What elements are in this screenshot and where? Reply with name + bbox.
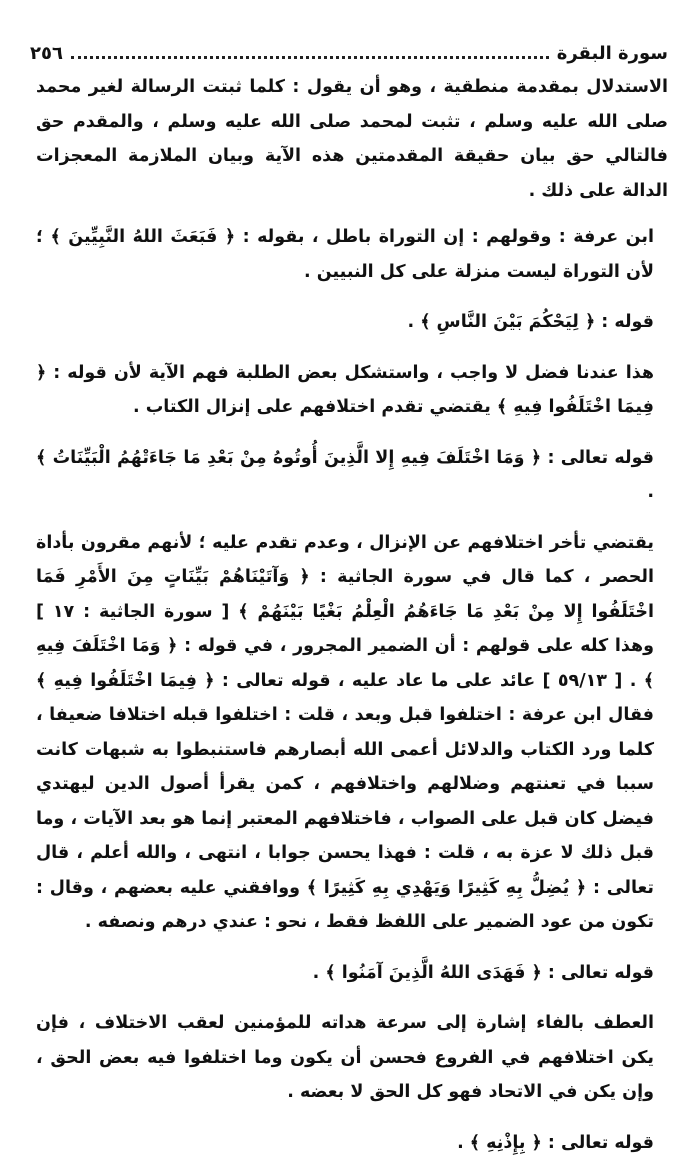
- header-dotted-leader: [71, 48, 549, 59]
- paragraph-6: يقتضي تأخر اختلافهم عن الإنزال ، وعدم تقدم عليه ؛ لأنهم مقرون بأداة الحصر ، كما قال في سورة الجاثية : ﴿ وَآتَيْنَاهُمْ بَيِّنَاتٍ مِنَ الأَمْرِ فَمَا اخْتَلَفُوا إِلا مِنْ بَعْدِ مَا جَاءَهُمُ الْعِلْمُ بَغْيًا بَيْنَهُمْ ﴾ [ سورة الجاثية : ١٧ ] وهذا كله على قولهم : أن الضمير المجرور ، في قوله : ﴿ وَمَا اخْتَلَفَ فِيهِ ﴾ . [ ٥٩/١٣ ] عائد على ما عاد عليه ، قوله تعالى : ﴿ فِيمَا اخْتَلَفُوا فِيهِ ﴾ فقال ابن عرفة : اختلفوا قبل وبعد ، قلت : اختلفوا قبله اختلافا ضعيفا ، كلما ورد الكتاب والدلائل أعمى الله أبصارهم فاستنبطوا به شبهات كانت سببا في تعنتهم وضلالهم واختلافهم ، كمن يقرأ أصول الدين ليهتدي فيضل كان قبل على الصواب ، فاختلافهم المعتبر إنما هو بعد الآيات ، وما قبل ذلك لا عزة به ، قلت : فهذا يحسن جوابا ، انتهى ، والله أعلم ، قال تعالى : ﴿ يُضِلُّ بِهِ كَثِيرًا وَيَهْدِي بِهِ كَثِيرًا ﴾ ووافقني عليه بعضهم ، وقال : تكون من عود الضمير على اللفظ فقط ، نحو : عندي درهم ونصفه .: [36, 532, 654, 932]
- paragraph-7: قوله تعالى : ﴿ فَهَدَى اللهُ الَّذِينَ آمَنُوا ﴾ .: [312, 962, 654, 983]
- paragraph-9: قوله تعالى : ﴿ بِإِذْنِهِ ﴾ .: [457, 1132, 654, 1153]
- paragraph-8: العطف بالفاء إشارة إلى سرعة هداته للمؤمنين لعقب الاختلاف ، فإن يكن اختلافهم في الفروع فحسن أن يكون وما اختلفوا فيه بعض الحق ، وإن يكن في الاتحاد فهو كل الحق لا بعضه .: [36, 1013, 654, 1102]
- paragraph-2: ابن عرفة : وقولهم : إن التوراة باطل ، بقوله : ﴿ فَبَعَثَ اللهُ النَّبِيِّينَ ﴾ ؛ لأن التوراة ليست منزلة على كل النبيين .: [36, 227, 654, 282]
- paragraph-4: هذا عندنا فضل لا واجب ، واستشكل بعض الطلبة فهم الآية لأن قوله : ﴿ فِيمَا اخْتَلَفُوا فِيهِ ﴾ يقتضي تقدم اختلافهم على إنزال الكتاب .: [36, 362, 654, 417]
- paragraph-1: الاستدلال بمقدمة منطقية ، وهو أن يقول : كلما ثبتت الرسالة لغير محمد صلى الله عليه وسلم ، تثبت لمحمد صلى الله عليه وسلم ، والمقدم حق فالتالي حق بيان حقيقة المقدمتين هذه الآية وبيان الملازمة المعجزات الدالة على ذلك .: [36, 77, 668, 201]
- paragraph-3: قوله : ﴿ لِيَحْكُمَ بَيْنَ النَّاسِ ﴾ .: [407, 312, 654, 332]
- paragraph-5: قوله تعالى : ﴿ وَمَا اخْتَلَفَ فِيهِ إِلا الَّذِينَ أُوتُوهُ مِنْ بَعْدِ مَا جَاءَتْهُمُ الْبَيِّنَاتُ ﴾ .: [36, 447, 654, 502]
- surah-title: سورة البقرة: [556, 42, 668, 64]
- page-number: ٢٥٦: [30, 42, 63, 64]
- page-header: [30, 38, 668, 68]
- page-body: [36, 70, 668, 1176]
